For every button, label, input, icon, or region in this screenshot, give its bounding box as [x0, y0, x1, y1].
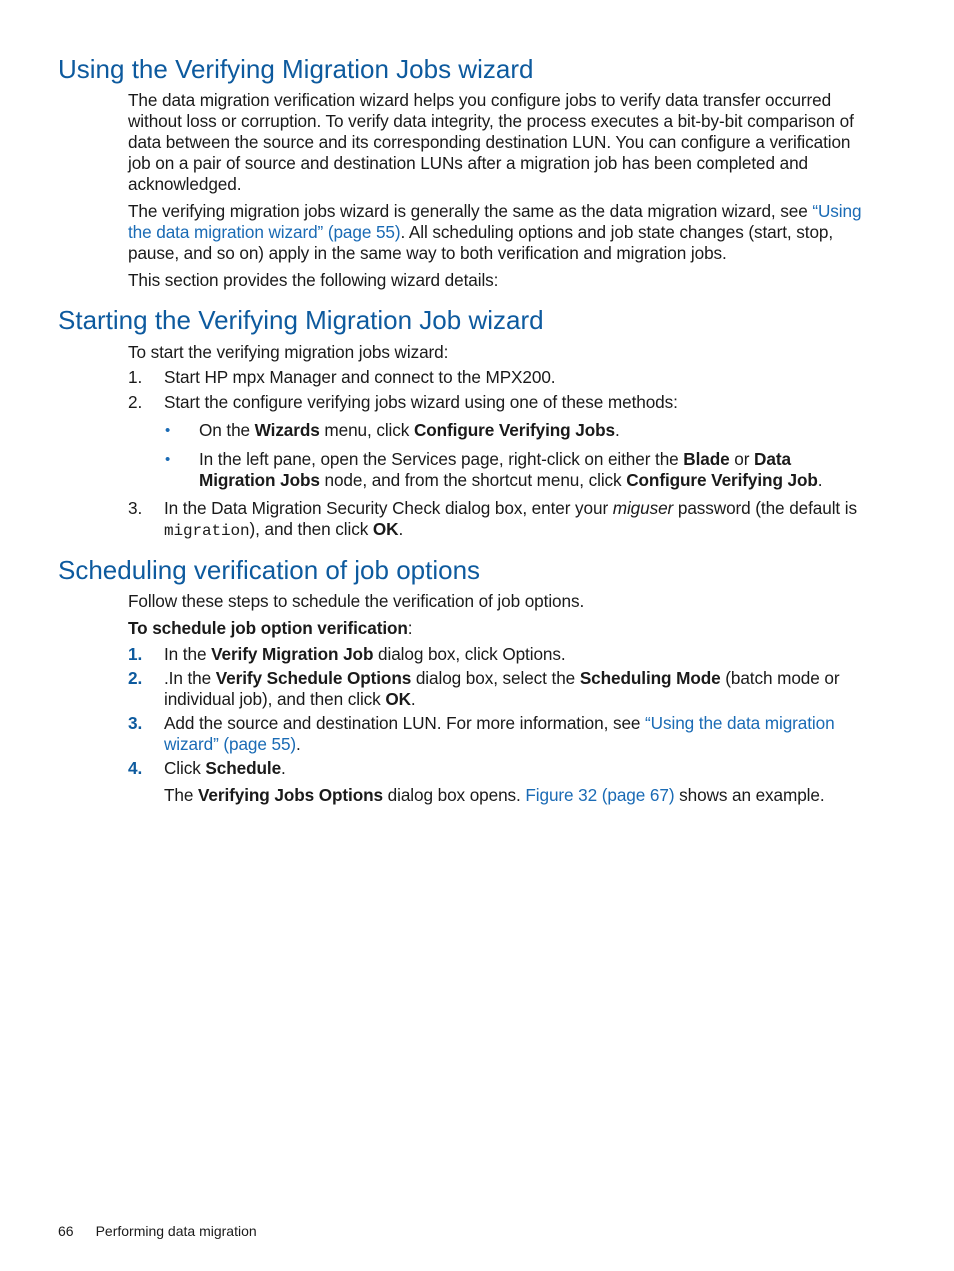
step-result-description [164, 785, 868, 806]
step-verify-migration-job [164, 644, 868, 665]
text-span: menu, click [319, 420, 414, 440]
step-start-configure-wizard: Start the configure verifying jobs wizard using one of these methods: [164, 392, 678, 412]
paragraph-wizard-description: The data migration verification wizard helps you configure jobs to verify data transfer occurred without loss or corruption. To verify data integrity, the process executes a bit-by-bit comparison of data between the source and its corresponding destination LUN. You can configure a verification job on a pair of source and destination LUNs after a migration job has been completed and acknowledged. [128, 90, 854, 194]
text-span: dialog box, select the [411, 668, 580, 688]
step-start-mpx-manager: Start HP mpx Manager and connect to the MPX200. [164, 367, 556, 387]
bold-text: Data Migration Jobs [199, 449, 791, 490]
text-span: or [729, 449, 755, 469]
step-number: 2. [128, 392, 143, 412]
bold-text: To schedule job option verification [128, 618, 408, 638]
step-number: 3. [128, 498, 143, 518]
text-span: In the Data Migration Security Check dialog box, enter your [164, 498, 613, 518]
page-footer [58, 1222, 257, 1240]
code-text: migration [164, 522, 250, 540]
text-span: (batch mode or individual job), and then click [164, 668, 840, 709]
text-span: On the [199, 420, 255, 440]
text-span: The [164, 785, 198, 805]
paragraph-section-details: This section provides the following wizard details: [128, 270, 499, 290]
text-span: dialog box, click Options. [373, 644, 566, 664]
text-span: . [817, 470, 823, 490]
italic-text: miguser [612, 498, 674, 518]
text-span: . [614, 420, 620, 440]
text-span: . [296, 734, 301, 754]
method-left-pane [199, 449, 869, 491]
step-click-schedule [164, 758, 868, 779]
step-verify-schedule-options [164, 668, 868, 710]
text-span: .In the [164, 668, 216, 688]
bold-text: Scheduling Mode [579, 668, 721, 688]
bold-text: Configure Verifying Jobs [413, 420, 615, 440]
bold-text: Blade [683, 449, 730, 469]
text-span: . [281, 758, 286, 778]
text-span: password (the default is [673, 498, 857, 518]
text-span: In the [164, 644, 212, 664]
text-span: dialog box opens. [382, 785, 526, 805]
bullet-icon: • [165, 451, 171, 468]
text-span: In the left pane, open the Services page, right-click on either the [199, 449, 684, 469]
paragraph-schedule-intro: Follow these steps to schedule the verification of job options. [128, 591, 585, 611]
paragraph-wizard-similarity [128, 201, 868, 264]
method-wizards-menu [199, 420, 869, 441]
text-span: : [407, 618, 413, 638]
text-span: . [398, 519, 404, 539]
section-heading-starting-wizard: Starting the Verifying Migration Job wizard [58, 305, 544, 335]
chapter-title: Performing data migration [95, 1223, 257, 1239]
link-figure-32[interactable]: Figure 32 (page 67) [525, 785, 675, 805]
text-span: ), and then click [249, 519, 373, 539]
text-span: node, and from the shortcut menu, click [319, 470, 627, 490]
bold-text: OK [372, 519, 399, 539]
step-number: 4. [128, 758, 143, 778]
section-heading-using-verifying-wizard: Using the Verifying Migration Jobs wizard [58, 54, 534, 84]
link-using-data-migration-wizard-2[interactable]: “Using the data migration wizard” (page 55) [164, 713, 835, 754]
bold-text: Verifying Jobs Options [198, 785, 383, 805]
bold-text: Verify Migration Job [211, 644, 374, 664]
text-span: shows an example. [674, 785, 825, 805]
section-heading-scheduling-verification: Scheduling verification of job options [58, 555, 481, 585]
link-using-data-migration-wizard[interactable]: “Using the data migration wizard” (page 55) [128, 201, 862, 242]
bold-text: Schedule [205, 758, 282, 778]
paragraph-start-intro: To start the verifying migration jobs wizard: [128, 342, 449, 362]
text-span: . [410, 689, 416, 709]
bullet-icon: • [165, 422, 171, 439]
step-number: 1. [128, 367, 143, 387]
step-number: 2. [128, 668, 143, 688]
step-security-check [164, 498, 868, 542]
bold-text: Configure Verifying Job [626, 470, 818, 490]
bold-text: Wizards [254, 420, 320, 440]
text-span: Add the source and destination LUN. For more information, see [164, 713, 646, 733]
step-add-source-destination [164, 713, 868, 755]
text-span: The verifying migration jobs wizard is generally the same as the data migration wizard, see [128, 201, 813, 221]
step-number: 3. [128, 713, 143, 733]
procedure-title [128, 618, 868, 639]
bold-text: Verify Schedule Options [215, 668, 412, 688]
bold-text: OK [385, 689, 411, 709]
text-span: Click [164, 758, 206, 778]
page-number: 66 [58, 1223, 74, 1239]
step-number: 1. [128, 644, 143, 664]
text-span: . All scheduling options and job state changes (start, stop, pause, and so on) apply in the same way to both verification and migration jobs. [128, 222, 834, 263]
